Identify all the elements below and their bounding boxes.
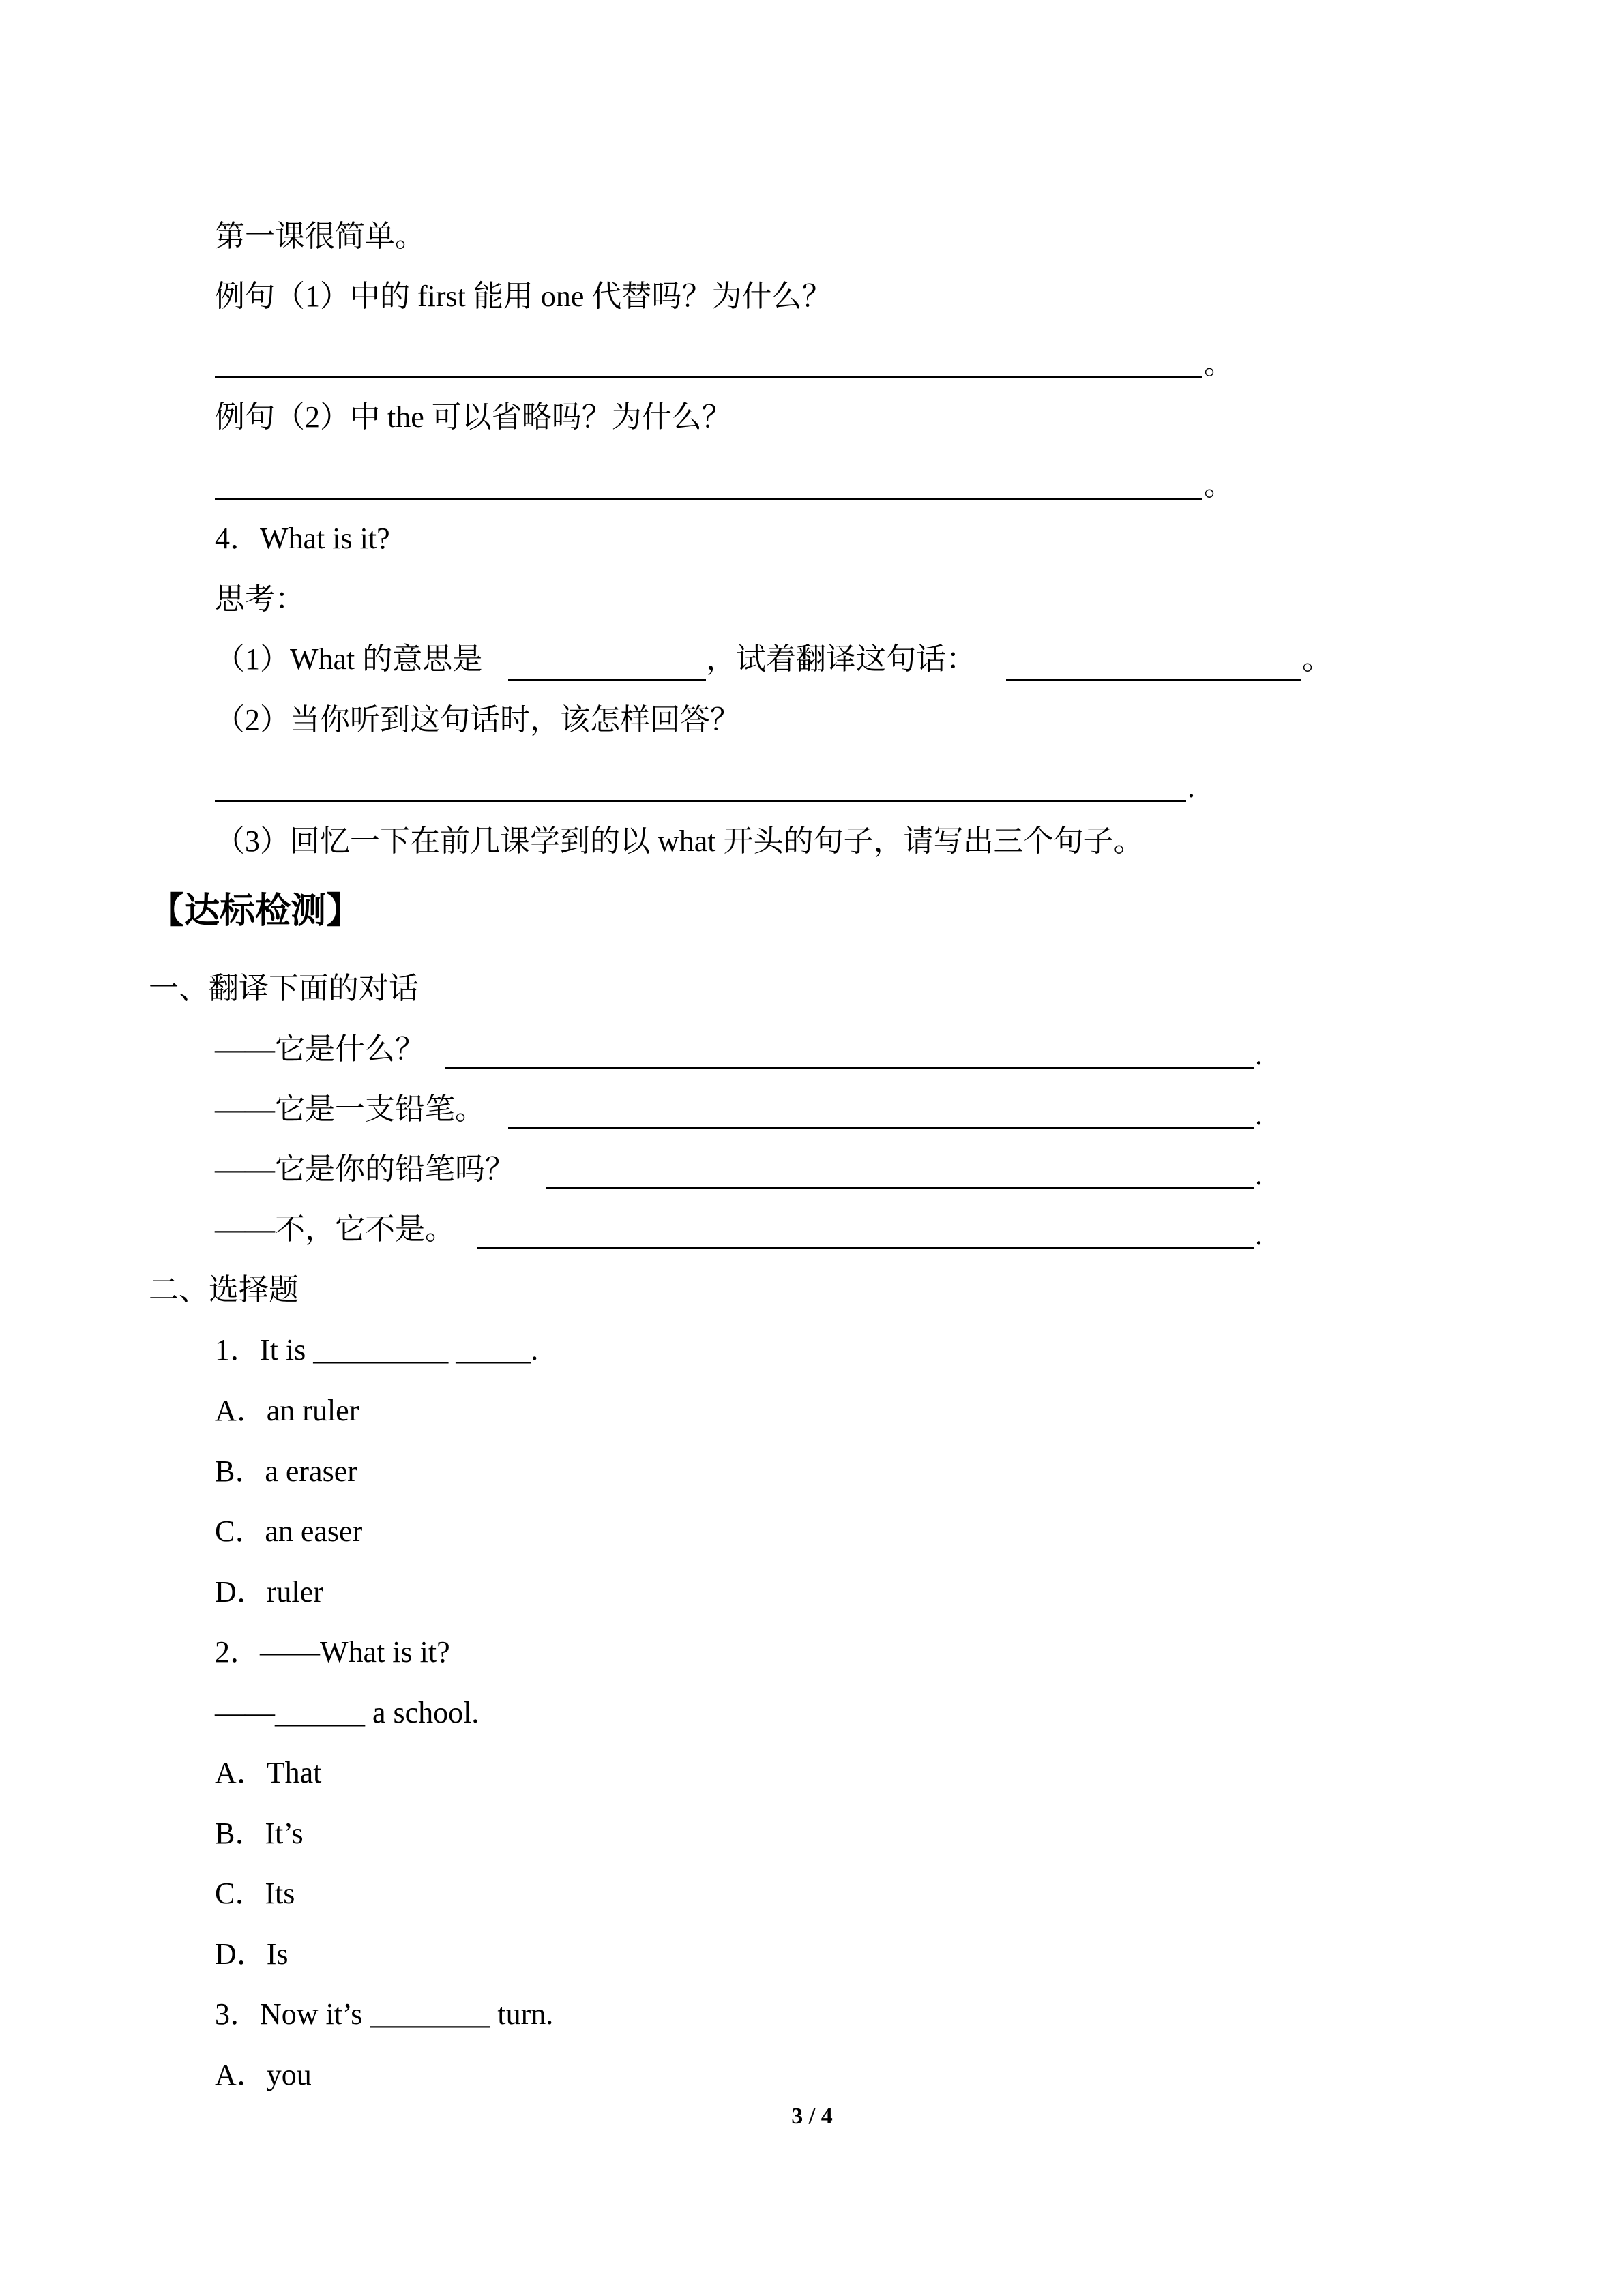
option-2d[interactable]: D．Is [215, 1937, 289, 1971]
dialog-line-1: ——它是什么？ [215, 1032, 425, 1066]
dialog-line-4: ——不，它不是。 [215, 1212, 455, 1246]
item-4: 4．What is it? [215, 522, 390, 555]
option-1a[interactable]: A．an ruler [215, 1394, 359, 1427]
answer-blank[interactable] [215, 376, 1202, 378]
option-3a[interactable]: A．you [215, 2058, 312, 2091]
answer-blank[interactable] [215, 800, 1186, 802]
option-2c[interactable]: C．Its [215, 1877, 295, 1910]
answer-blank[interactable] [445, 1067, 1254, 1069]
section-title: 【达标检测】 [149, 891, 362, 931]
think-label: 思考： [215, 582, 305, 616]
answer-blank[interactable] [1006, 679, 1301, 681]
dialog-line-3: ——它是你的铅笔吗？ [215, 1152, 515, 1186]
blank-suffix: . [1187, 771, 1195, 804]
question-first-one: 例句（1）中的 first 能用 one 代替吗？为什么？ [215, 280, 832, 313]
answer-blank[interactable] [215, 498, 1202, 500]
answer-blank[interactable] [508, 679, 706, 681]
dialog-line-2: ——它是一支铅笔。 [215, 1092, 485, 1126]
option-1d[interactable]: D．ruler [215, 1575, 323, 1609]
t1-part-a: （1）What 的意思是 [215, 642, 483, 676]
think-question-2: （2）当你听到这句话时，该怎样回答？ [215, 703, 740, 736]
intro-text: 第一课很简单。 [215, 220, 425, 253]
option-2b[interactable]: B．It’s [215, 1817, 304, 1850]
option-2a[interactable]: A．That [215, 1756, 322, 1789]
choice-question-2-answer: ——______ a school. [215, 1696, 479, 1729]
blank-suffix: . [1255, 1218, 1263, 1251]
blank-suffix: . [1255, 1158, 1263, 1191]
t1-part-b: ，试着翻译这句话： [706, 642, 976, 676]
blank-suffix: . [1255, 1098, 1263, 1131]
answer-blank[interactable] [508, 1127, 1254, 1129]
blank-suffix: 。 [1302, 642, 1332, 676]
answer-blank[interactable] [546, 1187, 1254, 1189]
blank-suffix: . [1255, 1038, 1263, 1071]
think-question-3: （3）回忆一下在前几课学到的以 what 开头的句子，请写出三个句子。 [215, 824, 1144, 858]
blank-suffix: 。 [1204, 347, 1234, 381]
choice-question-2: 2．——What is it? [215, 1635, 450, 1669]
option-1c[interactable]: C．an easer [215, 1515, 363, 1548]
option-1b[interactable]: B．a eraser [215, 1455, 357, 1488]
question-the-omit: 例句（2）中 the 可以省略吗？为什么？ [215, 400, 732, 434]
translate-heading: 一、翻译下面的对话 [149, 972, 419, 1005]
think-question-1 [215, 644, 482, 674]
choice-question-1: 1．It is _________ _____. [215, 1333, 539, 1367]
choice-heading: 二、选择题 [149, 1273, 299, 1307]
blank-suffix: 。 [1204, 468, 1234, 502]
answer-blank[interactable] [477, 1247, 1254, 1249]
page-number: 3 / 4 [791, 2104, 833, 2129]
choice-question-3: 3．Now it’s ________ turn. [215, 1997, 554, 2031]
